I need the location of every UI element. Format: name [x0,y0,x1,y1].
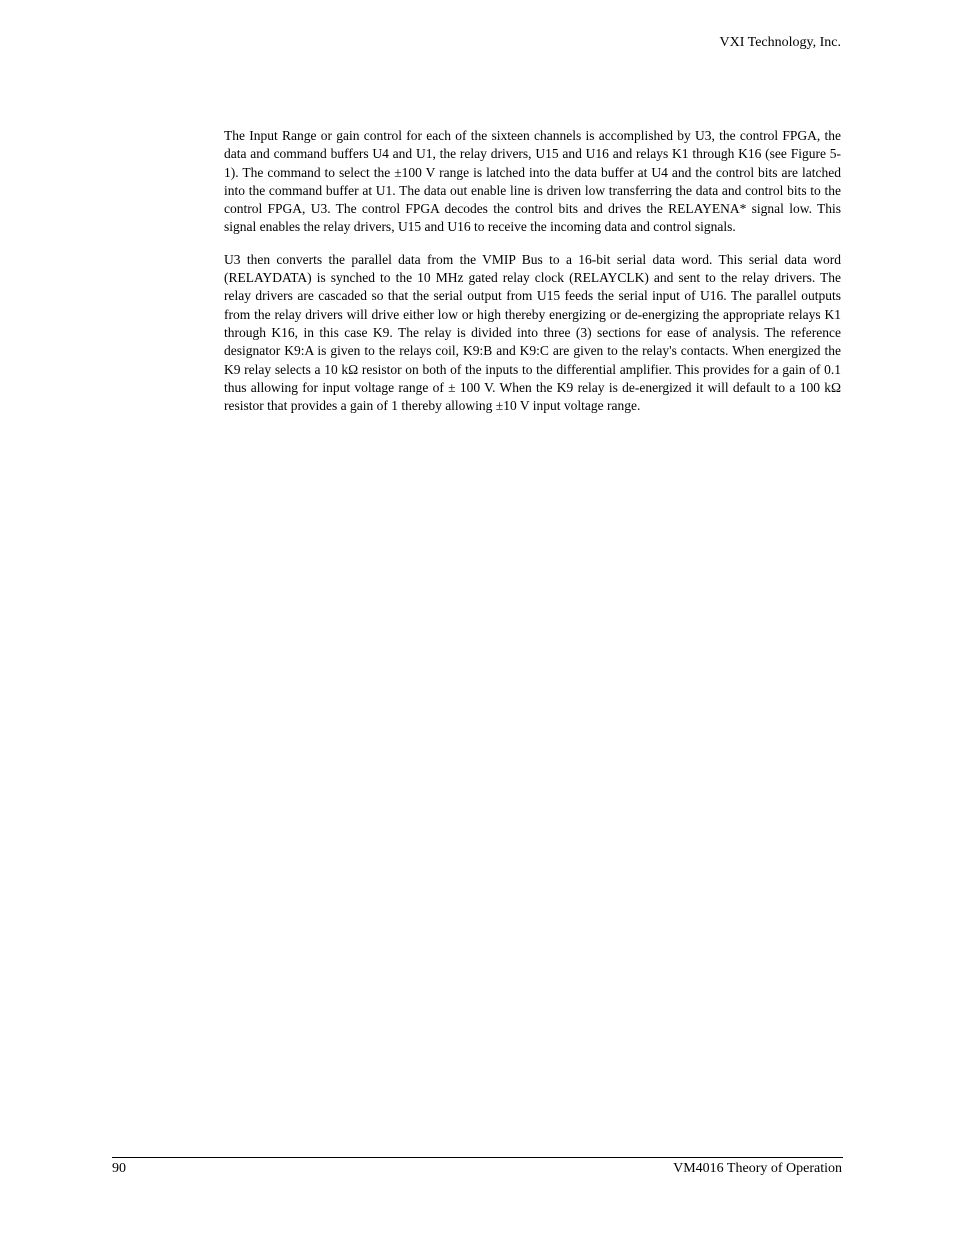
paragraph-serial-conversion: U3 then converts the parallel data from the VMIP Bus to a 16-bit serial data word. This serial data word (RELAYDATA) is synched to the 10 MHz gated relay clock (RELAYCLK) and sent to the relay drivers. The relay drivers are cascaded so that the serial output from U15 feeds the serial input of U16. The parallel outputs from the relay drivers will drive either low or high thereby energizing or de-energizing the appropriate relays K1 through K16, in this case K9. The relay is divided into three (3) sections for ease of analysis. The reference designator K9:A is given to the relays coil, K9:B and K9:C are given to the relay's contacts. When energized the K9 relay selects a 10 kΩ resistor on both of the inputs to the differential amplifier. This provides for a gain of 0.1 thus allowing for input voltage range of ± 100 V. When the K9 relay is de-energized it will default to a 100 kΩ resistor that provides a gain of 1 thereby allowing ±10 V input voltage range. [224,251,841,414]
header-company-name: VXI Technology, Inc. [719,35,841,50]
paragraph-input-range: The Input Range or gain control for each of the sixteen channels is accomplished by U3, the control FPGA, the data and command buffers U4 and U1, the relay drivers, U15 and U16 and relays K1 through K16 (see Figure 5-1). The command to select the ±100 V range is latched into the data buffer at U4 and the control bits are latched into the command buffer at U1. The data out enable line is driven low transferring the data and control bits to the control FPGA, U3. The control FPGA decodes the control bits and drives the RELAYENA* signal low. This signal enables the relay drivers, U15 and U16 to receive the incoming data and control signals. [224,128,841,235]
footer-document-title: VM4016 Theory of Operation [673,1161,842,1176]
footer-divider [112,1157,843,1158]
page-number: 90 [112,1161,126,1176]
body-text [224,127,841,429]
